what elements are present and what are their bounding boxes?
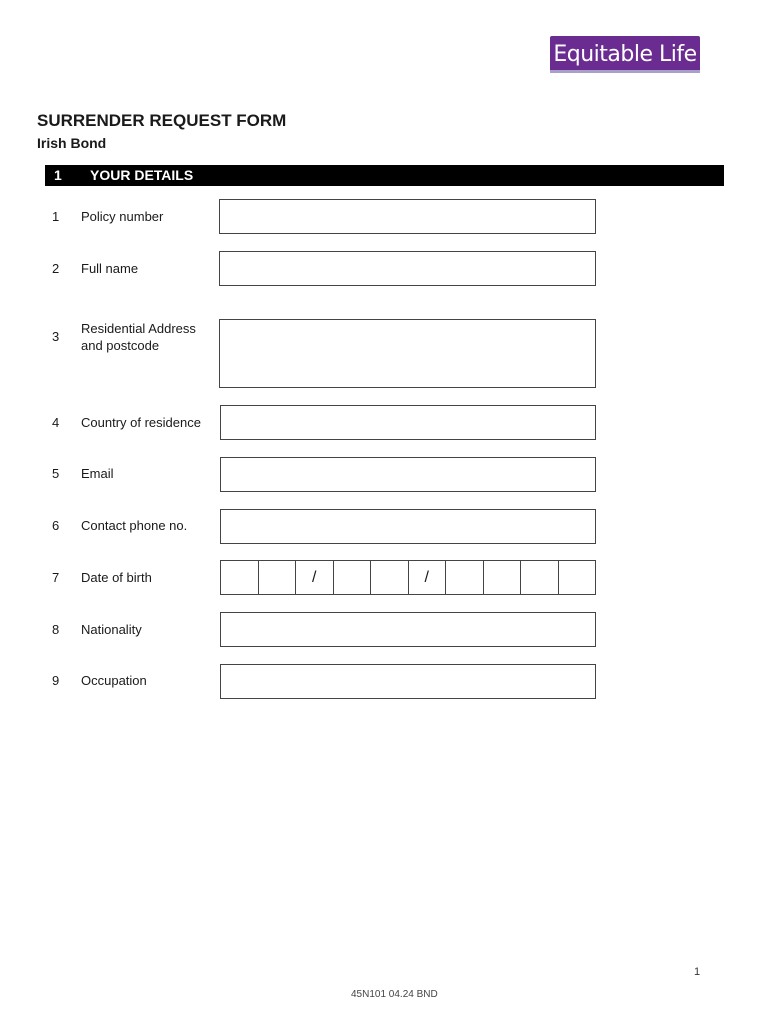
address-label-line1: Residential Address <box>81 321 196 336</box>
phone-label: Contact phone no. <box>81 518 188 533</box>
dob-year-digit-3[interactable] <box>521 561 559 594</box>
country-label: Country of residence <box>81 415 201 430</box>
dob-label: Date of birth <box>81 570 152 585</box>
dob-month-digit-2[interactable] <box>371 561 409 594</box>
date-of-birth-field <box>220 560 596 595</box>
email-field[interactable] <box>220 457 596 492</box>
field-number-phone: 6 <box>52 518 60 533</box>
form-subtitle: Irish Bond <box>37 135 107 151</box>
page-number: 1 <box>694 966 701 978</box>
occupation-field[interactable] <box>220 664 596 699</box>
dob-separator-2: / <box>409 561 447 594</box>
section-title: YOUR DETAILS <box>90 167 194 183</box>
field-number-occupation: 9 <box>52 673 60 688</box>
occupation-label: Occupation <box>81 673 147 688</box>
field-number-dob: 7 <box>52 570 60 585</box>
equitable-life-logo: Equitable Life <box>550 36 700 73</box>
dob-year-digit-2[interactable] <box>484 561 522 594</box>
dob-year-digit-1[interactable] <box>446 561 484 594</box>
document-code: 45N101 04.24 BND <box>351 989 438 1000</box>
field-number-address: 3 <box>52 329 60 344</box>
form-title: SURRENDER REQUEST FORM <box>37 111 287 130</box>
policy-number-label: Policy number <box>81 209 164 224</box>
phone-field[interactable] <box>220 509 596 544</box>
field-number-email: 5 <box>52 466 60 481</box>
address-label-line2: and postcode <box>81 338 160 353</box>
section-header-your-details <box>45 165 724 186</box>
full-name-field[interactable] <box>219 251 596 286</box>
country-field[interactable] <box>220 405 596 440</box>
dob-year-digit-4[interactable] <box>559 561 596 594</box>
field-number-country: 4 <box>52 415 60 430</box>
field-number-policy: 1 <box>52 209 60 224</box>
section-number: 1 <box>54 167 62 183</box>
address-field[interactable] <box>219 319 596 388</box>
nationality-label: Nationality <box>81 622 142 637</box>
dob-day-digit-2[interactable] <box>259 561 297 594</box>
full-name-label: Full name <box>81 261 139 276</box>
policy-number-field[interactable] <box>219 199 596 234</box>
address-label <box>81 320 196 354</box>
dob-month-digit-1[interactable] <box>334 561 372 594</box>
dob-day-digit-1[interactable] <box>221 561 259 594</box>
nationality-field[interactable] <box>220 612 596 647</box>
field-number-name: 2 <box>52 261 60 276</box>
dob-separator-1: / <box>296 561 334 594</box>
email-label: Email <box>81 466 114 481</box>
field-number-nationality: 8 <box>52 622 60 637</box>
